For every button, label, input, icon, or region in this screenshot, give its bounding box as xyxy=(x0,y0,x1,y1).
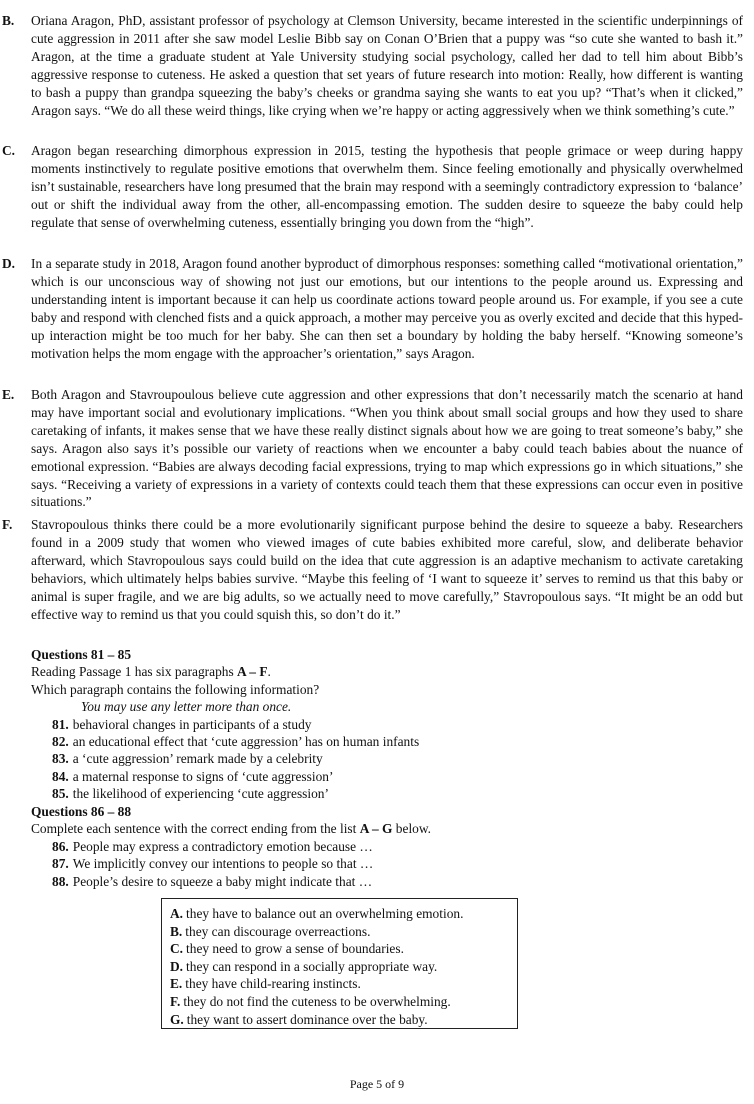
section-instruction: Complete each sentence with the correct ending from the list A – G below. xyxy=(31,821,432,837)
paragraph-letter-e: E. xyxy=(2,387,15,402)
question-item: 86. People may express a contradictory emotion because … xyxy=(52,838,373,854)
questions-81-85 xyxy=(31,646,743,803)
question-item: 81. behavioral changes in participants of a study xyxy=(52,716,312,732)
section-heading: Questions 86 – 88 xyxy=(31,804,132,819)
questions-86-88 xyxy=(31,803,743,890)
option-item: F. they do not find the cuteness to be overwhelming. xyxy=(170,993,451,1009)
question-item: 82. an educational effect that ‘cute aggression’ has on human infants xyxy=(52,734,420,750)
paragraph-d: In a separate study in 2018, Aragon found another byproduct of dimorphous responses: something called “motivational orientation,” which is our unconscious way of showing not just our emotions, but our intentions to the people around us. Expressing and understanding intent is important because it can help us coordinate actions toward people around us. For example, if you see a cute baby and respond with clenched fists and a quick approach, a mother may perceive you as overly excited and decide that this hyped-up interaction might be too much for her baby. She can then set a boundary by holding the baby herself. “Knowing someone’s motivation helps the mom engage with the approacher’s orientation,” says Aragon. xyxy=(31,256,743,361)
section-note: You may use any letter more than once. xyxy=(81,699,292,715)
option-item: E. they have child-rearing instincts. xyxy=(170,976,361,992)
option-item: A. they have to balance out an overwhelming emotion. xyxy=(170,906,464,921)
section-heading: Questions 81 – 85 xyxy=(31,647,132,662)
question-item: 88. People’s desire to squeeze a baby might indicate that … xyxy=(52,873,373,889)
paragraph-letter-d: D. xyxy=(2,256,16,271)
question-item: 87. We implicitly convey our intentions to people so that … xyxy=(52,856,374,872)
option-item: C. they need to grow a sense of boundaries. xyxy=(170,941,404,957)
question-item: 83. a ‘cute aggression’ remark made by a celebrity xyxy=(52,751,323,767)
paragraph-b: Oriana Aragon, PhD, assistant professor of psychology at Clemson University, became interested in the scientific underpinnings of cute aggression in 2011 after she saw model Leslie Bibb say on Conan O’Brien that a puppy was “so cute she wanted to bash it.” Aragon, at the time a graduate student at Yale University studying social psychology, called her dad to tell him about Bibb’s aggressive response to cuteness. He asked a question that set years of future research into motion: Really, how different is wanting to bash a puppy than grandpa squeezing the baby’s cheeks or grandma saying she wants to eat you up? “That’s when it clicked,” Aragon says. “We do all these weird things, like crying when we’re happy or acting aggressively when we think something’s cute.” xyxy=(31,13,743,118)
option-item: D. they can respond in a socially appropriate way. xyxy=(170,958,438,974)
paragraph-letter-c: C. xyxy=(2,143,16,158)
paragraph-f: Stavropoulous thinks there could be a more evolutionarily significant purpose behind the desire to squeeze a baby. Researchers found in a 2009 study that women who viewed images of cute babies exhibited more careful, slow, and deliberate behavior afterward, which Stavropoulous says could build on the idea that cute aggression is an adaptive mechanism to activate caretaking behaviors, which ultimately helps babies survive. “Maybe this feeling of ‘I want to squeeze it’ serves to remind us that this baby or animal is super fragile, and we are big adults, so we actually need to move carefully,” Stavropoulous says. “It might be an odd but effective way to remind us that you could squish this, so don’t do it.” xyxy=(31,517,743,622)
paragraph-c: Aragon began researching dimorphous expression in 2015, testing the hypothesis that people grimace or weep during happy moments instinctively to regulate positive emotions that overwhelm them. Since feeling emotionally and physically overwhelmed isn’t sustainable, researchers have long presumed that the brain may respond with a seemingly contradictory expression to ‘balance’ out or shift the individual away from the other, all-encompassing emotion. The sudden desire to squeeze the baby could help regulate that sense of overwhelming cuteness, essentially bringing you down from the “high”. xyxy=(31,143,743,230)
answer-options-box xyxy=(161,898,518,1029)
section-instruction: Reading Passage 1 has six paragraphs A – F. xyxy=(31,664,271,680)
option-item: G. they want to assert dominance over the baby. xyxy=(170,1011,428,1027)
paragraph-letter-b: B. xyxy=(2,13,15,28)
paragraph-e: Both Aragon and Stavroupoulous believe cute aggression and other expressions that don’t necessarily match the scenario at hand may have important social and evolutionary implications. “When you think about small social groups and how they used to share caretaking of infants, it makes sense that we have these really distinct signals about how we are going to treat someone’s baby,” she says. Aragon also says it’s possible our variety of reactions when we encounter a baby could teach babies about the nuance of emotional expression. “Babies are always decoding facial expressions, trying to map which expressions go in which situations,” she says. “Receiving a variety of expressions in a variety of contexts could teach them that these expressions can occur even in positive situations.” xyxy=(31,387,743,510)
paragraph-letter-f: F. xyxy=(2,517,13,532)
option-item: B. they can discourage overreactions. xyxy=(170,923,371,939)
question-item: 84. a maternal response to signs of ‘cute aggression’ xyxy=(52,768,334,784)
page-number: Page 5 of 9 xyxy=(349,1077,405,1091)
question-item: 85. the likelihood of experiencing ‘cute aggression’ xyxy=(52,786,329,802)
section-question: Which paragraph contains the following information? xyxy=(31,681,320,697)
